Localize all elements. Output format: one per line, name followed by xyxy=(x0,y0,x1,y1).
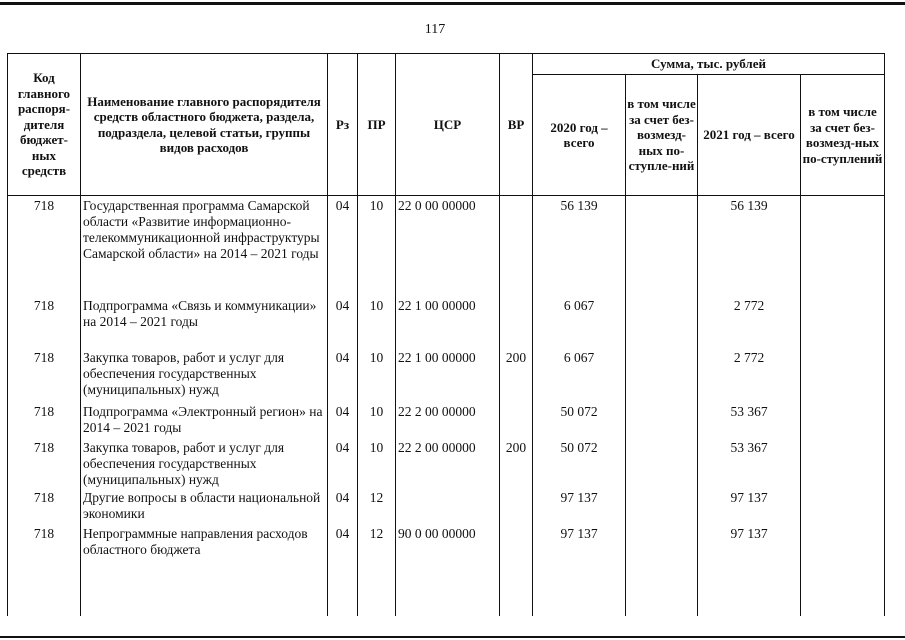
cell-rz: 04 xyxy=(328,440,358,490)
cell-vr xyxy=(500,404,533,440)
cell-rz: 04 xyxy=(328,404,358,440)
cell-vr xyxy=(500,490,533,526)
cell-code: 718 xyxy=(8,298,81,350)
top-rule xyxy=(0,2,905,5)
cell-vr xyxy=(500,196,533,298)
cell-2020-total: 56 139 xyxy=(533,196,626,298)
header-2021-grants: в том числе за счет без-возмезд-ных по-ступлений xyxy=(801,75,885,196)
header-pr: ПР xyxy=(358,54,396,196)
budget-table xyxy=(7,53,885,616)
bottom-rule xyxy=(0,636,905,638)
cell-name: Подпрограмма «Связь и коммуникации» на 2014 – 2021 годы xyxy=(81,298,328,350)
cell-rz: 04 xyxy=(328,196,358,298)
cell-pr: 10 xyxy=(358,440,396,490)
cell-2021-grants xyxy=(801,196,885,298)
cell-2020-grants xyxy=(626,298,698,350)
table-row xyxy=(8,440,885,490)
cell-2020-grants xyxy=(626,350,698,404)
cell-2020-total: 6 067 xyxy=(533,350,626,404)
cell-2021-total: 97 137 xyxy=(698,490,801,526)
cell-2021-total: 53 367 xyxy=(698,404,801,440)
header-2021-total: 2021 год – всего xyxy=(698,75,801,196)
cell-2020-grants xyxy=(626,490,698,526)
header-name: Наименование главного распорядителя средств областного бюджета, раздела, подраздела, целевой статьи, группы видов расходов xyxy=(81,54,328,196)
cell-2021-total: 2 772 xyxy=(698,298,801,350)
cell-name: Закупка товаров, работ и услуг для обеспечения государственных (муниципальных) нужд xyxy=(81,440,328,490)
table-row xyxy=(8,196,885,298)
header-vr: ВР xyxy=(500,54,533,196)
cell-2020-grants xyxy=(626,404,698,440)
cell-vr: 200 xyxy=(500,440,533,490)
cell-csr xyxy=(396,490,500,526)
cell-2020-grants xyxy=(626,526,698,616)
cell-code: 718 xyxy=(8,526,81,616)
header-code: Код главного распоря-дителя бюджет-ных средств xyxy=(8,54,81,196)
cell-2021-grants xyxy=(801,298,885,350)
cell-2021-total: 56 139 xyxy=(698,196,801,298)
cell-vr: 200 xyxy=(500,350,533,404)
cell-2020-total: 97 137 xyxy=(533,490,626,526)
cell-rz: 04 xyxy=(328,490,358,526)
cell-name: Государственная программа Самарской области «Развитие информационно-телекоммуникационной инфраструктуры Самарской области» на 2014 – 2021 годы xyxy=(81,196,328,298)
cell-pr: 10 xyxy=(358,404,396,440)
cell-2021-grants xyxy=(801,526,885,616)
cell-rz: 04 xyxy=(328,350,358,404)
cell-2020-total: 50 072 xyxy=(533,440,626,490)
page-number: 117 xyxy=(424,22,446,37)
cell-vr xyxy=(500,526,533,616)
cell-csr: 22 2 00 00000 xyxy=(396,440,500,490)
cell-code: 718 xyxy=(8,196,81,298)
cell-code: 718 xyxy=(8,440,81,490)
cell-name: Подпрограмма «Электронный регион» на 2014 – 2021 годы xyxy=(81,404,328,440)
cell-pr: 10 xyxy=(358,298,396,350)
cell-2020-total: 97 137 xyxy=(533,526,626,616)
cell-2021-grants xyxy=(801,440,885,490)
cell-csr: 90 0 00 00000 xyxy=(396,526,500,616)
cell-name: Закупка товаров, работ и услуг для обеспечения государственных (муниципальных) нужд xyxy=(81,350,328,404)
header-csr: ЦСР xyxy=(396,54,500,196)
cell-rz: 04 xyxy=(328,298,358,350)
table-row xyxy=(8,404,885,440)
header-rz: Рз xyxy=(328,54,358,196)
cell-code: 718 xyxy=(8,404,81,440)
cell-csr: 22 1 00 00000 xyxy=(396,350,500,404)
table-header xyxy=(8,54,885,196)
cell-csr: 22 2 00 00000 xyxy=(396,404,500,440)
header-2020-grants: в том числе за счет без-возмезд-ных по-ступле-ний xyxy=(626,75,698,196)
cell-2021-grants xyxy=(801,404,885,440)
cell-csr: 22 1 00 00000 xyxy=(396,298,500,350)
cell-2020-grants xyxy=(626,196,698,298)
cell-2021-grants xyxy=(801,490,885,526)
cell-pr: 10 xyxy=(358,196,396,298)
cell-csr: 22 0 00 00000 xyxy=(396,196,500,298)
cell-2020-grants xyxy=(626,440,698,490)
cell-code: 718 xyxy=(8,490,81,526)
header-sum: Сумма, тыс. рублей xyxy=(533,54,885,75)
cell-2020-total: 6 067 xyxy=(533,298,626,350)
cell-2020-total: 50 072 xyxy=(533,404,626,440)
cell-pr: 12 xyxy=(358,526,396,616)
cell-pr: 12 xyxy=(358,490,396,526)
cell-2021-grants xyxy=(801,350,885,404)
table-row xyxy=(8,350,885,404)
table-row xyxy=(8,490,885,526)
cell-2021-total: 53 367 xyxy=(698,440,801,490)
table-row xyxy=(8,298,885,350)
cell-code: 718 xyxy=(8,350,81,404)
cell-vr xyxy=(500,298,533,350)
cell-rz: 04 xyxy=(328,526,358,616)
cell-pr: 10 xyxy=(358,350,396,404)
cell-name: Непрограммные направления расходов областного бюджета xyxy=(81,526,328,616)
cell-2021-total: 97 137 xyxy=(698,526,801,616)
table-body xyxy=(8,196,885,616)
cell-2021-total: 2 772 xyxy=(698,350,801,404)
header-2020-total: 2020 год – всего xyxy=(533,75,626,196)
table-row xyxy=(8,526,885,616)
cell-name: Другие вопросы в области национальной экономики xyxy=(81,490,328,526)
